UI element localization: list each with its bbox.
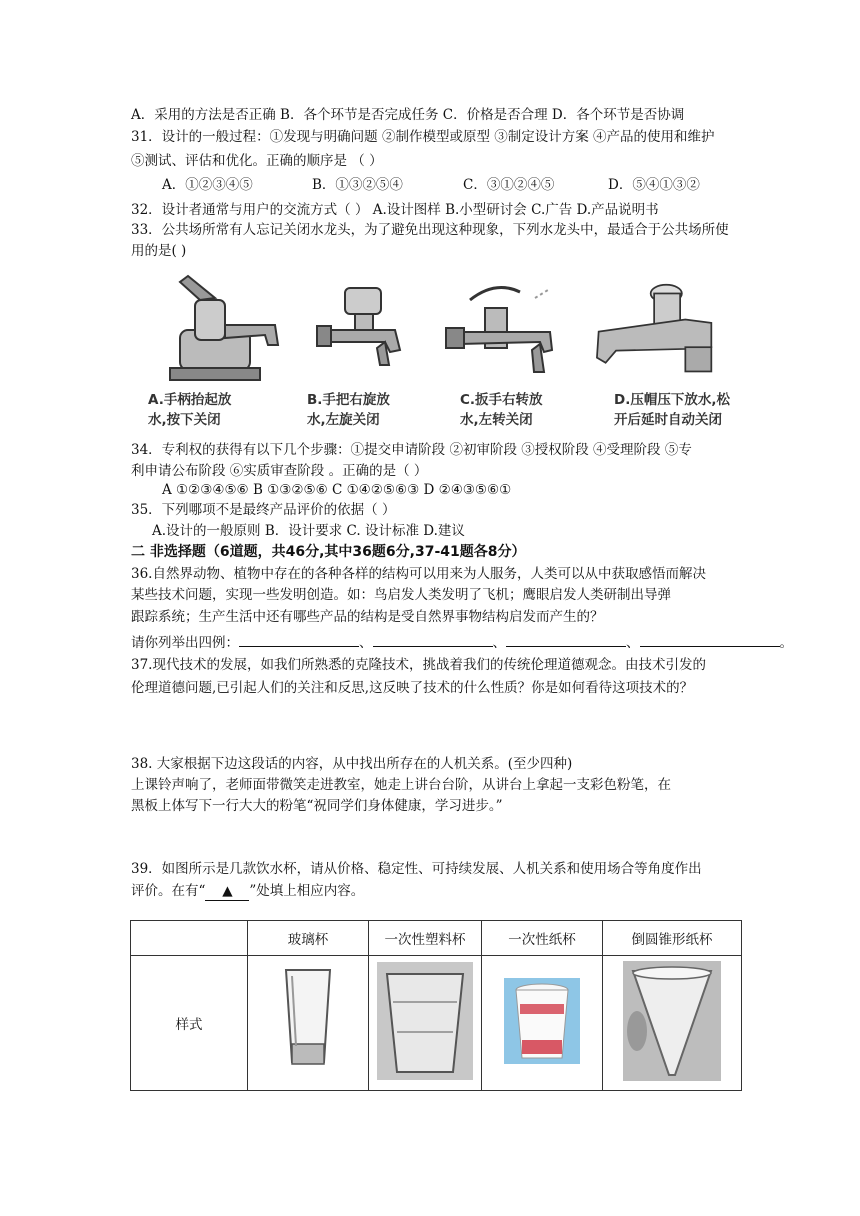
q34-line1: 34．专利权的获得有以下几个步骤：①提交申请阶段 ②初审阶段 ③授权阶段 ④受理阶段 ⑤专 xyxy=(131,442,692,458)
q33-line1: 33．公共场所常有人忘记关闭水龙头，为了避免出现这种现象，下列水龙头中，最适合于公共场所使 xyxy=(131,222,729,238)
glass-cup-cell xyxy=(248,956,369,1091)
faucet-d-caption: D.压帽压下放水,松 开后延时自动关闭 xyxy=(614,392,730,428)
q37-line2: 伦理道德问题,已引起人们的关注和反思,这反映了技术的什么性质？你是如何看待这项技术的？ xyxy=(131,680,694,696)
q31-line2: ⑤测试、评估和优化。正确的顺序是 （ ） xyxy=(131,153,383,169)
faucet-d-image xyxy=(590,270,720,388)
table-header-plastic: 一次性塑料杯 xyxy=(369,921,482,956)
q38-line1: 38. 大家根据下边这段话的内容，从中找出所存在的人机关系。(至少四种) xyxy=(131,756,573,772)
plastic-cup-cell xyxy=(369,956,482,1091)
faucet-b-image xyxy=(305,270,455,388)
section2-title: 二 非选择题（6道题，共46分,其中36题6分,37-41题各8分） xyxy=(131,544,526,560)
table-header-empty xyxy=(131,921,248,956)
q36-blank-3[interactable] xyxy=(506,632,626,647)
row-label-style: 样式 xyxy=(131,956,248,1091)
paper-cup-image xyxy=(504,978,580,1064)
plastic-cup-image xyxy=(377,962,473,1080)
table-header-paper: 一次性纸杯 xyxy=(482,921,603,956)
paper-cup-cell xyxy=(482,956,603,1091)
q38-line3: 黑板上体写下一行大大的粉笔“祝同学们身体健康，学习进步。” xyxy=(131,798,503,814)
q36-answer-line: 请你列举出四例： 、 、 、 。 xyxy=(131,632,793,652)
q36-blank-2[interactable] xyxy=(373,632,493,647)
faucet-c-image xyxy=(440,270,590,388)
q31-line1: 31．设计的一般过程：①发现与明确问题 ②制作模型或原型 ③制定设计方案 ④产品的使用和维护 xyxy=(131,129,715,145)
q36-blank-1[interactable] xyxy=(239,632,359,647)
faucet-a-caption: A.手柄抬起放 水,按下关闭 xyxy=(148,392,232,428)
triangle-marker: ▲ xyxy=(205,882,249,901)
q38-line2: 上课铃声响了，老师面带微笑走进教室，她走上讲台台阶，从讲台上拿起一支彩色粉笔，在 xyxy=(131,777,671,793)
q36-line2: 某些技术问题，实现一些发明创造。如：鸟启发人类发明了飞机；鹰眼启发人类研制出导弹 xyxy=(131,587,671,603)
faucet-c-caption: C.扳手右转放 水,左转关闭 xyxy=(460,392,543,428)
q33-line2: 用的是( ) xyxy=(131,243,187,259)
q35-line1: 35．下列哪项不是最终产品评价的依据（ ） xyxy=(131,502,396,518)
q31-option-d: D．⑤④①③② xyxy=(608,177,700,193)
q39-line1: 39．如图所示是几款饮水杯，请从价格、稳定性、可持续发展、人机关系和使用场合等角度作出 xyxy=(131,861,702,877)
faucet-b-caption: B.手把右旋放 水,左旋关闭 xyxy=(307,392,390,428)
q36-line1: 36.自然界动物、植物中存在的各种各样的结构可以用来为人服务，人类可以从中获取感悟而解决 xyxy=(131,566,706,582)
q36-line3: 跟踪系统；生产生活中还有哪些产品的结构是受自然界事物结构启发而产生的？ xyxy=(131,609,604,625)
q32: 32．设计者通常与用户的交流方式（ ） A.设计图样 B.小型研讨会 C.广告 D.产品说明书 xyxy=(131,202,659,218)
q30-options: A．采用的方法是否正确 B．各个环节是否完成任务 C．价格是否合理 D．各个环节是否协调 xyxy=(131,107,685,123)
q35-options: A.设计的一般原则 B．设计要求 C. 设计标准 D.建议 xyxy=(152,523,465,539)
cone-cup-cell xyxy=(603,956,742,1091)
table-header-cone: 倒圆锥形纸杯 xyxy=(603,921,742,956)
q31-option-c: C．③①②④⑤ xyxy=(463,177,555,193)
glass-cup-image xyxy=(278,966,338,1076)
q37-line1: 37.现代技术的发展，如我们所熟悉的克隆技术，挑战着我们的传统伦理道德观念。由技术引发的 xyxy=(131,657,706,673)
q39-line2: 评价。在有“ ▲ ”处填上相应内容。 xyxy=(131,883,365,899)
q34-options: A ①②③④⑤⑥ B ①③②⑤⑥ C ①④②⑤⑥③ D ②④③⑤⑥① xyxy=(162,482,512,498)
cone-cup-image xyxy=(623,961,721,1081)
q34-line2: 利申请公布阶段 ⑥实质审查阶段 。正确的是（ ） xyxy=(131,463,428,479)
table-header-glass: 玻璃杯 xyxy=(248,921,369,956)
q36-prompt: 请你列举出四例： xyxy=(131,635,239,651)
q36-blank-4[interactable] xyxy=(640,632,780,647)
q31-option-b: B．①③②⑤④ xyxy=(312,177,403,193)
cups-table xyxy=(130,920,742,1091)
q31-option-a: A．①②③④⑤ xyxy=(162,177,253,193)
faucet-a-image xyxy=(140,270,290,388)
